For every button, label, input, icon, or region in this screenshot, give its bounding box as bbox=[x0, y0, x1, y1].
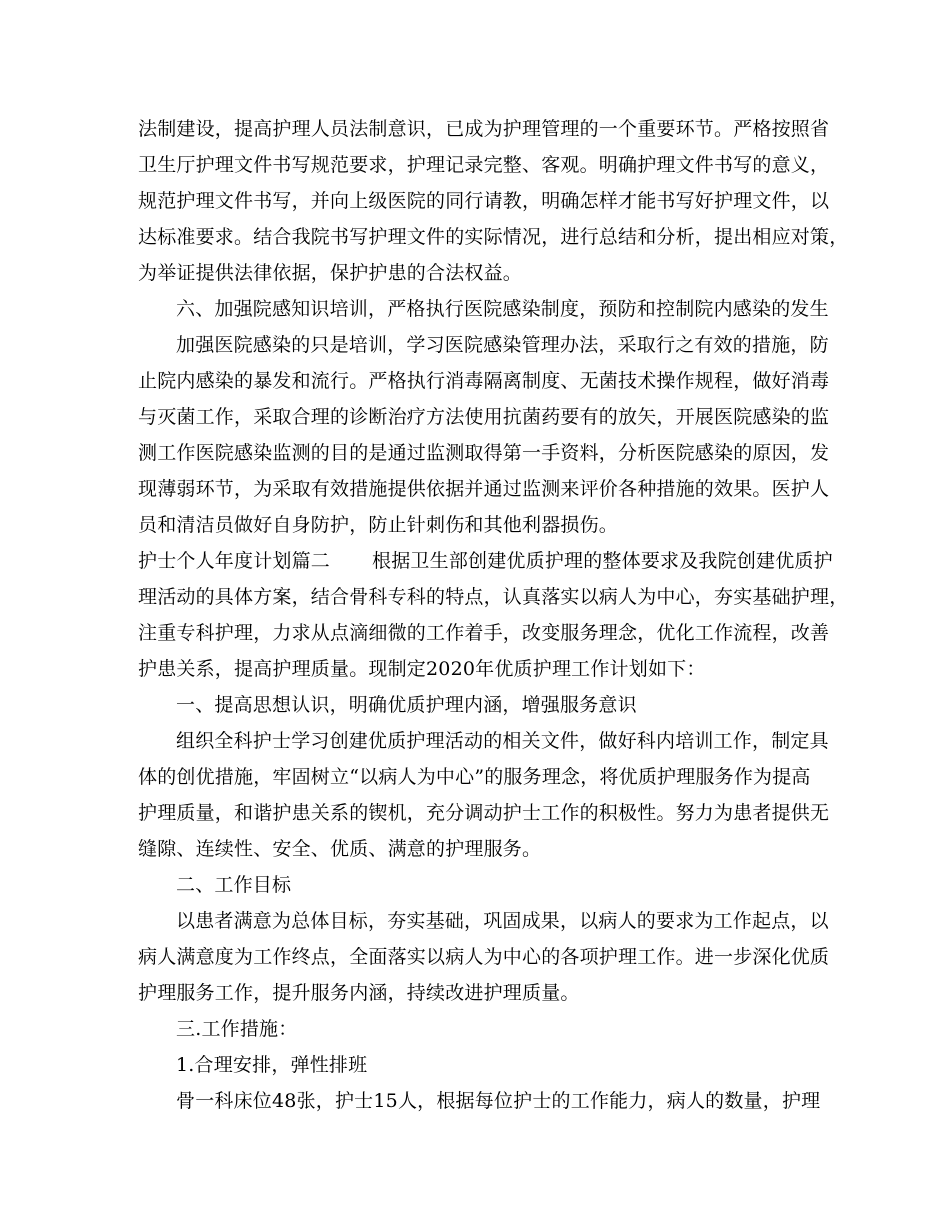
body-text-line: 止院内感染的暴发和流行。严格执行消毒隔离制度、无菌技术操作规程，做好消毒 bbox=[138, 370, 830, 392]
paragraph-first-line: 骨一科床位48张，护士15人，根据每位护士的工作能力，病人的数量，护理 bbox=[176, 1090, 821, 1112]
paragraph-first-line: 以患者满意为总体目标，夯实基础，巩固成果，以病人的要求为工作起点，以 bbox=[176, 910, 829, 932]
part-two-first-line bbox=[138, 549, 838, 573]
body-text-line: 达标准要求。结合我院书写护理文件的实际情况，进行总结和分析，提出相应对策， bbox=[138, 226, 849, 248]
paragraph-first-line: 加强医院感染的只是培训，学习医院感染管理办法，采取行之有效的措施，防 bbox=[176, 334, 829, 356]
section-heading: 三.工作措施： bbox=[176, 1018, 298, 1040]
body-text-line: 卫生厅护理文件书写规范要求，护理记录完整、客观。明确护理文件书写的意义， bbox=[138, 154, 830, 176]
body-text-line: 注重专科护理，力求从点滴细微的工作着手，改变服务理念，优化工作流程，改善 bbox=[138, 622, 830, 644]
body-text-line: 为举证提供法律依据，保护护患的合法权益。 bbox=[138, 262, 523, 284]
section-heading: 六、加强院感知识培训，严格执行医院感染制度，预防和控制院内感染的发生 bbox=[176, 298, 829, 320]
body-text-line: 护患关系，提高护理质量。现制定2020年优质护理工作计划如下： bbox=[138, 658, 706, 680]
body-text-line: 病人满意度为工作终点，全面落实以病人为中心的各项护理工作。进一步深化优质 bbox=[138, 946, 830, 968]
subsection-heading: 1.合理安排，弹性排班 bbox=[176, 1054, 368, 1076]
body-text-line: 现薄弱环节，为采取有效措施提供依据并通过监测来评价各种措施的效果。医护人 bbox=[138, 478, 830, 500]
body-text-line: 理活动的具体方案，结合骨科专科的特点，认真落实以病人为中心，夯实基础护理， bbox=[138, 586, 849, 608]
body-text-line: 员和清洁员做好自身防护，防止针刺伤和其他利器损伤。 bbox=[138, 514, 619, 536]
paragraph-first-line: 组织全科护士学习创建优质护理活动的相关文件，做好科内培训工作，制定具 bbox=[176, 730, 829, 752]
body-text-line: 与灭菌工作，采取合理的诊断治疗方法使用抗菌药要有的放矢，开展医院感染的监 bbox=[138, 406, 830, 428]
body-text-line: 护理质量，和谐护患关系的锲机，充分调动护士工作的积极性。努力为患者提供无 bbox=[138, 802, 830, 824]
body-text-line: 缝隙、连续性、安全、优质、满意的护理服务。 bbox=[138, 838, 542, 860]
part-two-heading: 护士个人年度计划篇二 bbox=[138, 550, 331, 572]
part-two-intro: 根据卫生部创建优质护理的整体要求及我院创建优质护 bbox=[372, 550, 833, 572]
body-text-line: 测工作医院感染监测的目的是通过监测取得第一手资料，分析医院感染的原因，发 bbox=[138, 442, 830, 464]
body-text-line: 体的创优措施，牢固树立“以病人为中心”的服务理念，将优质护理服务作为提高 bbox=[138, 766, 811, 788]
section-heading: 二、工作目标 bbox=[176, 874, 292, 896]
body-text-line: 护理服务工作，提升服务内涵，持续改进护理质量。 bbox=[138, 982, 580, 1004]
body-text-line: 规范护理文件书写，并向上级医院的同行请教，明确怎样才能书写好护理文件，以 bbox=[138, 190, 830, 212]
body-text-line: 法制建设，提高护理人员法制意识，已成为护理管理的一个重要环节。严格按照省 bbox=[138, 118, 830, 140]
section-heading: 一、提高思想认识，明确优质护理内涵，增强服务意识 bbox=[176, 694, 637, 716]
